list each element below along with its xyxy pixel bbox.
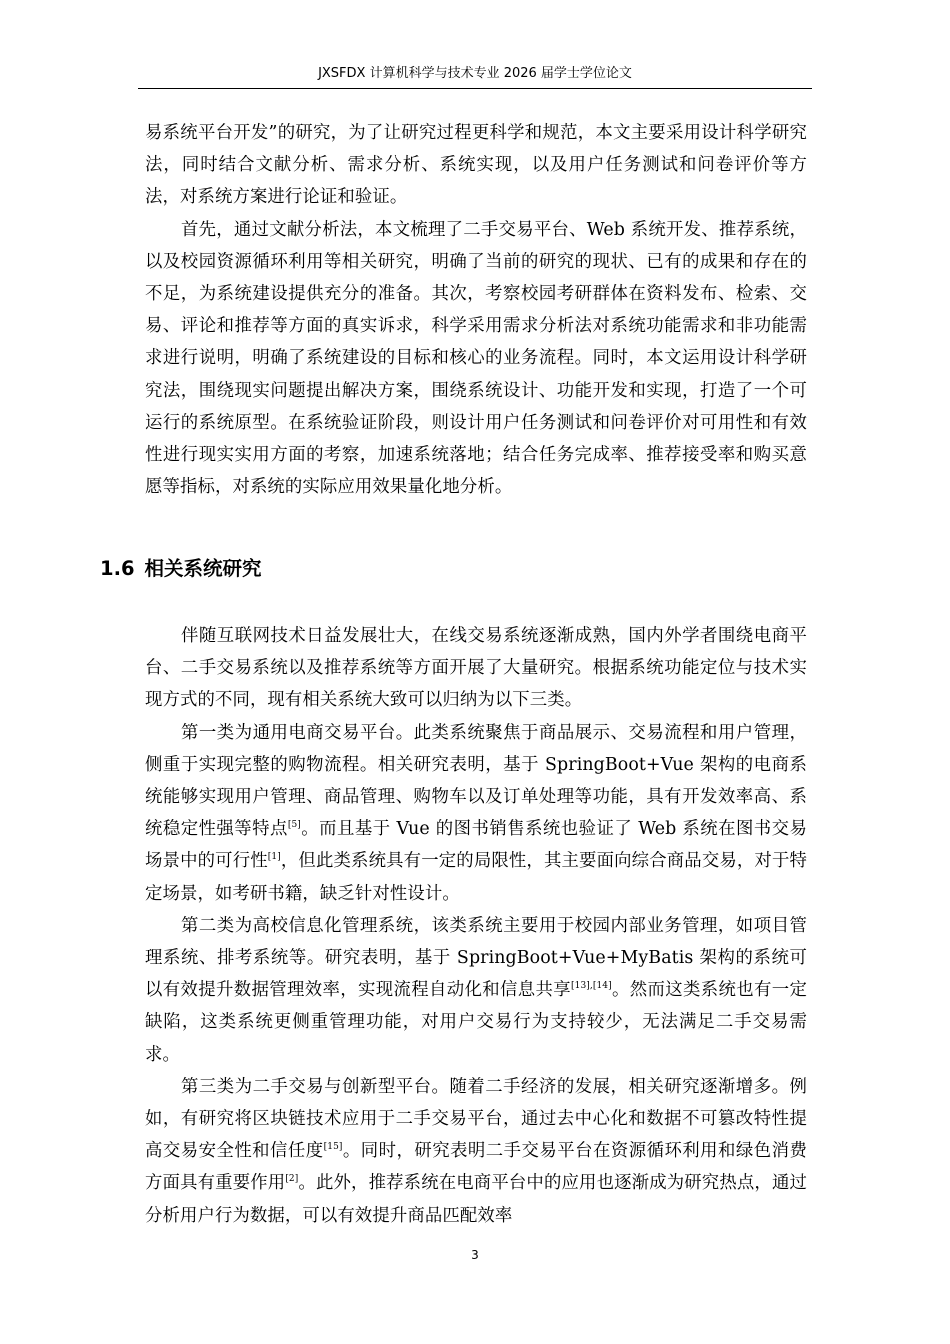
citation: [1] — [267, 852, 281, 863]
citation: [15] — [323, 1142, 343, 1153]
paragraph-intro: 伴随互联网技术日益发展壮大，在线交易系统逐渐成熟，国内外学者围绕电商平台、二手交易系统以及推荐系统等方面开展了大量研究。根据系统功能定位与技术实现方式的不同，现有相关系统大致可以归纳为以下三类。 — [145, 626, 807, 711]
paragraph-methods: 首先，通过文献分析法，本文梳理了二手交易平台、Web 系统开发、推荐系统，以及校园资源循环利用等相关研究，明确了当前的研究的现状、已有的成果和存在的不足，为系统建设提供充分的准备。其次，考察校园考研群体在资料发布、检索、交易、评论和推荐等方面的真实诉求，科学采用需求分析法对系统功能需求和非功能需求进行说明，明确了系统建设的目标和核心的业务流程。同时，本文运用设计科学研究法，围绕现实问题提出解决方案，围绕系统设计、功能开发和实现，打造了一个可运行的系统原型。在系统验证阶段，则设计用户任务测试和问卷评价对可用性和有效性进行现实实用方面的考察，加速系统落地；结合任务完成率、推荐接受率和购买意愿等指标，对系统的实际应用效果量化地分析。 — [145, 219, 807, 498]
paragraph-continuation: 易系统平台开发”的研究，为了让研究过程更科学和规范，本文主要采用设计科学研究法，同时结合文献分析、需求分析、系统实现，以及用户任务测试和问卷评价等方法，对系统方案进行论证和验证。 — [145, 123, 807, 208]
page-number: 3 — [471, 1248, 479, 1262]
header-divider — [138, 88, 812, 89]
citation: [2] — [285, 1174, 299, 1185]
citation: [5] — [287, 820, 301, 831]
section-1-6-body — [145, 620, 807, 1232]
section-number: 1.6 — [100, 557, 135, 580]
section-heading — [100, 553, 262, 585]
paragraph-category-2: 第二类为高校信息化管理系统，该类系统主要用于校园内部业务管理，如项目管理系统、排考系统等。研究表明，基于 SpringBoot+Vue+MyBatis 架构的系统可以有效提升数据管理效率，实现流程自动化和信息共享[13],[14]。然而这类系统也有一定缺陷，这类系统更侧重管理功能，对用户交易行为支持较少，无法满足二手交易需求。 — [145, 915, 807, 1065]
running-header: JXSFDX 计算机科学与技术专业 2026 届学士学位论文 — [318, 66, 632, 81]
section-1-5-continuation — [145, 117, 807, 503]
paragraph-category-3: 第三类为二手交易与创新型平台。随着二手经济的发展，相关研究逐渐增多。例如，有研究将区块链技术应用于二手交易平台，通过去中心化和数据不可篡改特性提高交易安全性和信任度[15]。同时，研究表明二手交易平台在资源循环利用和绿色消费方面具有重要作用[2]。此外，推荐系统在电商平台中的应用也逐渐成为研究热点，通过分析用户行为数据，可以有效提升商品匹配效率 — [145, 1076, 807, 1226]
paragraph-category-1: 第一类为通用电商交易平台。此类系统聚焦于商品展示、交易流程和用户管理，侧重于实现完整的购物流程。相关研究表明，基于 SpringBoot+Vue 架构的电商系统能够实现用户管理、商品管理、购物车以及订单处理等功能，具有开发效率高、系统稳定性强等特点[5]。而且基于 Vue 的图书销售系统也验证了 Web 系统在图书交易场景中的可行性[1]，但此类系统具有一定的局限性，其主要面向综合商品交易，对于特定场景，如考研书籍，缺乏针对性设计。 — [145, 722, 807, 904]
citation: [13],[14] — [571, 981, 612, 992]
section-title: 相关系统研究 — [144, 557, 262, 580]
